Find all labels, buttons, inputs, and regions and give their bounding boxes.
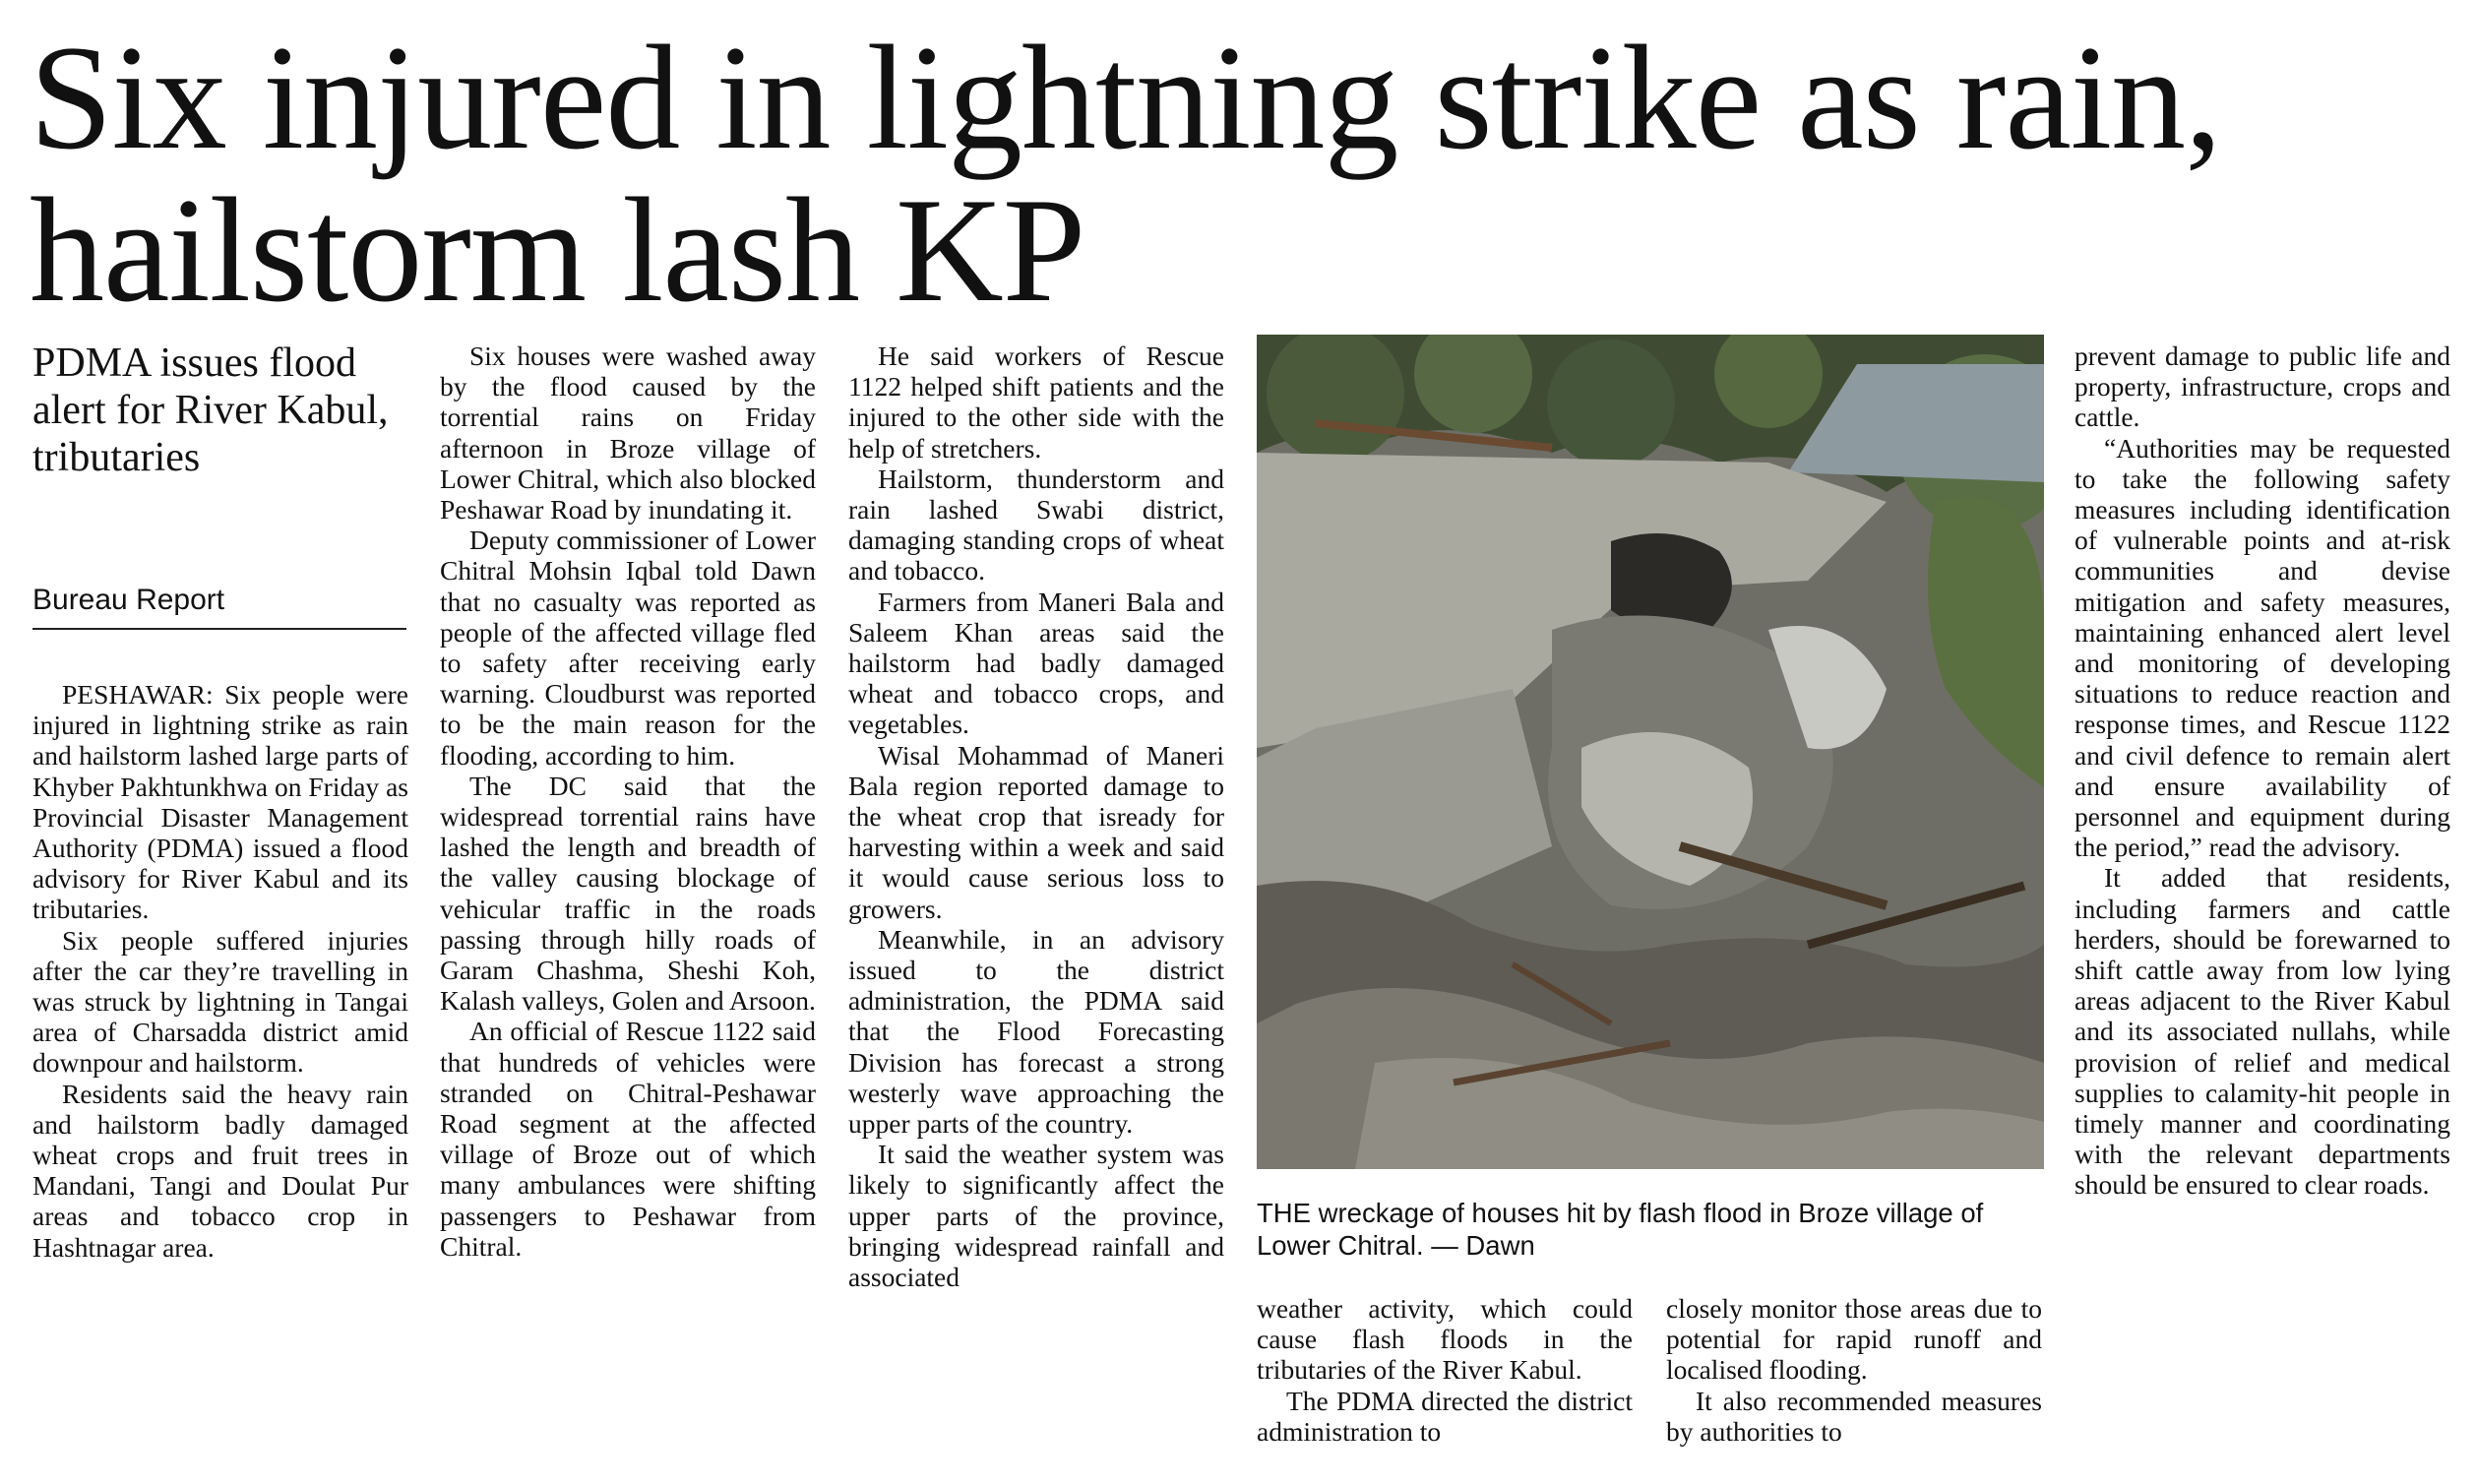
- paragraph: Wisal Mohammad of Maneri Bala region reported damage to the wheat crop that isready for harvesting within a week and said it would cause serious loss to growers.: [848, 739, 1224, 924]
- article-column-1: [32, 679, 408, 1476]
- byline: Bureau Report: [32, 583, 406, 630]
- photo-caption: THE wreckage of houses hit by flash flood in Broze village of Lower Chitral. — Dawn: [1257, 1198, 1984, 1261]
- paragraph: Farmers from Maneri Bala and Saleem Khan areas said the hailstorm had badly damaged wheat and tobacco crops, and vegetables.: [848, 586, 1224, 740]
- paragraph: Six people suffered injuries after the car they’re travelling in was struck by lightning in Tangai area of Charsadda district amid downpour and hailstorm.: [32, 924, 408, 1079]
- paragraph: He said workers of Rescue 1122 helped shift patients and the injured to the other side with the help of stretchers.: [848, 340, 1224, 464]
- paragraph: Meanwhile, in an advisory issued to the district administration, the PDMA said that the Flood Forecasting Division has forecast a strong westerly wave approaching the upper parts of the country.: [848, 923, 1224, 1140]
- paragraph: PESHAWAR: Six people were injured in lightning strike as rain and hailstorm lashed large parts of Khyber Pakhtunkhwa on Friday as Provincial Disaster Management Authority (PDMA) issued a flood advisory for River Kabul and its tributaries.: [32, 679, 408, 925]
- article-column-4: [1257, 1293, 1633, 1480]
- paragraph: Six houses were washed away by the flood caused by the torrential rains on Friday afternoon in Broze village of Lower Chitral, which also blocked Peshawar Road by inundating it.: [440, 340, 816, 526]
- paragraph: Deputy commissioner of Lower Chitral Mohsin Iqbal told Dawn that no casualty was reported as people of the affected village fled to safety after receiving early warning. Cloudburst was reported to be the main reason for the flooding, according to him.: [440, 525, 816, 771]
- article-column-3: [848, 340, 1224, 1477]
- paragraph: It added that residents, including farmers and cattle herders, should be forewarned to shift cattle away from low lying areas adjacent to the River Kabul and its associated nullahs, while provision of relief and medical supplies to calamity-hit people in timely manner and coordinating with the relevant departments should be ensured to clear roads.: [2074, 862, 2450, 1201]
- paragraph: It also recommended measures by authorities to: [1666, 1385, 2042, 1447]
- article-column-6: [2074, 340, 2450, 1477]
- paragraph: prevent damage to public life and property, infrastructure, crops and cattle.: [2074, 340, 2450, 433]
- article-column-2: [440, 340, 816, 1477]
- paragraph: closely monitor those areas due to potential for rapid runoff and localised flooding.: [1666, 1293, 2042, 1386]
- paragraph: The DC said that the widespread torrential rains have lashed the length and breadth of the valley causing blockage of vehicular traffic in the roads passing through hilly roads of Garam Chashma, Sheshi Koh, Kalash valleys, Golen and Arsoon.: [440, 770, 816, 1017]
- article-column-5: [1666, 1293, 2042, 1480]
- paragraph: It said the weather system was likely to significantly affect the upper parts of the province, bringing widespread rainfall and associated: [848, 1139, 1224, 1293]
- paragraph: weather activity, which could cause flash floods in the tributaries of the River Kabul.: [1257, 1293, 1633, 1386]
- headline: Six injured in lightning strike as rain, hailstorm lash KP: [30, 15, 2222, 333]
- subheadline: PDMA issues flood alert for River Kabul, tributaries: [32, 340, 389, 480]
- paragraph: Residents said the heavy rain and hailstorm badly damaged wheat crops and fruit trees in Mandani, Tangi and Doulat Pur areas and tobacco crop in Hashtnagar area.: [32, 1078, 408, 1263]
- paragraph: Hailstorm, thunderstorm and rain lashed Swabi district, damaging standing crops of wheat and tobacco.: [848, 463, 1224, 587]
- photo-illustration: [1257, 335, 2044, 1169]
- flood-wreckage-photo: [1257, 335, 2044, 1169]
- paragraph: “Authorities may be requested to take the following safety measures including identification of vulnerable points and at-risk communities and devise mitigation and safety measures, maintaining enhanced alert level and monitoring of developing situations to reduce reaction and response times, and Rescue 1122 and civil defence to remain alert and ensure availability of personnel and equipment during the period,” read the advisory.: [2074, 432, 2450, 863]
- paragraph: The PDMA directed the district administration to: [1257, 1385, 1633, 1447]
- paragraph: An official of Rescue 1122 said that hundreds of vehicles were stranded on Chitral-Peshawar Road segment at the affected village of Broze out of which many ambulances were shifting passengers to Peshawar from Chitral.: [440, 1016, 816, 1262]
